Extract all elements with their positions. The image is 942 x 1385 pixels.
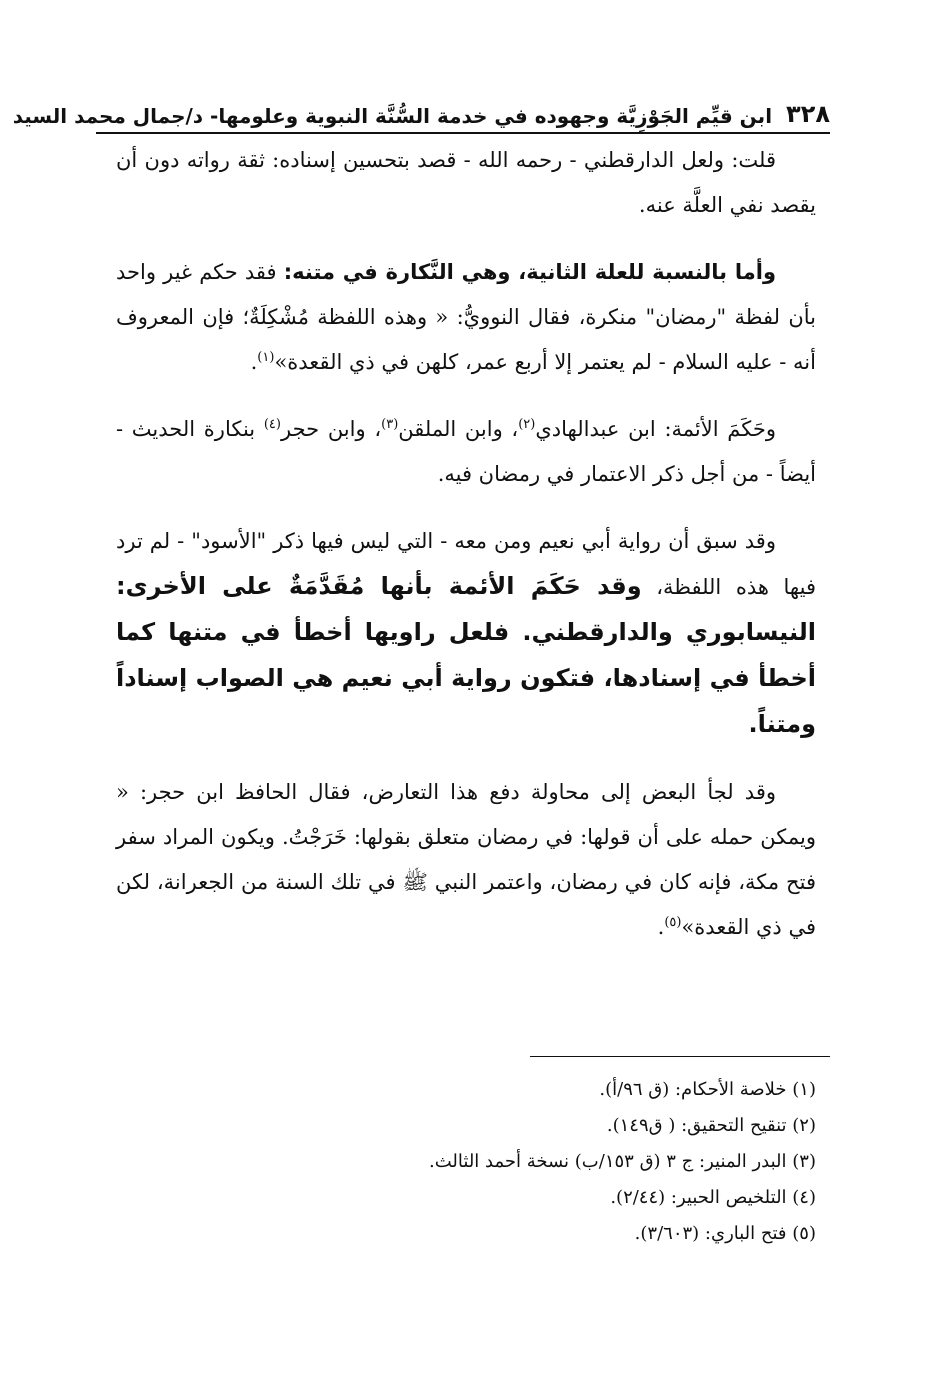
paragraph-4-text: وقد سبق أن رواية أبي نعيم ومن معه - التي ليس فيها ذكر "الأسود" - لم ترد فيها هذه اللفظة، (116, 529, 816, 599)
main-text (116, 138, 816, 968)
footnote-2: (٢) تنقيح التحقيق: ( ق١٤٩). (606, 1115, 816, 1136)
footnotes-list (200, 1072, 816, 1252)
page-number: ٣٢٨ (786, 100, 830, 128)
running-header (12, 88, 830, 134)
footnote-ref-4[interactable]: (٤) (263, 417, 281, 432)
paragraph-2-text: فقد حكم غير واحد بأن لفظة "رمضان" منكرة، فقال النوويُّ: « وهذه اللفظة مُشْكِلَةٌ؛ فإن المعروف أنه - عليه السلام - لم يعتمر إلا أربع عمر، كلهن في ذي القعدة» (116, 260, 816, 374)
paragraph-5-text: وقد لجأ البعض إلى محاولة دفع هذا التعارض، فقال الحافظ ابن حجر: « ويمكن حمله على أن قولها: في رمضان متعلق بقولها: خَرَجْتُ. ويكون المراد سفر فتح مكة، فإنه كان في رمضان، واعتمر النبي ﷺ في تلك السنة من الجعرانة، لكن في ذي القعدة» (116, 780, 816, 939)
paragraph-2-heading: وأما بالنسبة للعلة الثانية، وهي النَّكارة في متنه: (283, 260, 776, 284)
footnote-ref-3[interactable]: (٣) (381, 417, 399, 432)
footnote-ref-2[interactable]: (٢) (518, 417, 536, 432)
paragraph-3 (116, 407, 816, 497)
paragraph-4 (116, 519, 816, 748)
footnote-1: (١) خلاصة الأحكام: (ق ٩٦/أ). (599, 1079, 816, 1100)
paragraph-3-part-b: ، وابن الملقن (398, 417, 519, 441)
footnote-separator (530, 1056, 830, 1057)
paragraph-3-part-d: بنكارة الحديث - أيضاً - من أجل ذكر الاعتمار في رمضان فيه. (116, 417, 816, 486)
paragraph-5-end: . (657, 915, 665, 939)
paragraph-2 (116, 250, 816, 385)
paragraph-3-part-c: ، وابن حجر (280, 417, 382, 441)
paragraph-1: قلت: ولعل الدارقطني - رحمه الله - قصد بتحسين إسناده: ثقة رواته دون أن يقصد نفي العلَّة عنه. (116, 148, 816, 217)
footnote-ref-5[interactable]: (٥) (664, 915, 682, 930)
footnote-5: (٥) فتح الباري: (٣/٦٠٣). (634, 1223, 816, 1244)
footnote-3: (٣) البدر المنير: ج ٣ (ق ١٥٣/ب) نسخة أحمد الثالث. (429, 1151, 816, 1172)
running-title: ابن قيِّم الجَوْزِيَّة وجهوده في خدمة السُّنَّة النبوية وعلومها- د/جمال محمد السيد (12, 104, 773, 128)
paragraph-2-end: . (250, 350, 258, 374)
paragraph-3-part-a: وحَكَمَ الأئمة: ابن عبدالهادي (535, 417, 776, 441)
paragraph-4-emphasis: وقد حَكَمَ الأئمة بأنها مُقَدَّمَةٌ على الأخرى: النيسابوري والدارقطني. فلعل راويها أخطأ في متنها كما أخطأ في إسنادها، فتكون رواية أبي نعيم هي الصواب إسناداً ومتناً. (116, 572, 816, 738)
paragraph-5 (116, 770, 816, 950)
footnote-4: (٤) التلخيص الحبير: (٢/٤٤). (610, 1187, 816, 1208)
footnote-ref-1[interactable]: (١) (257, 350, 275, 365)
